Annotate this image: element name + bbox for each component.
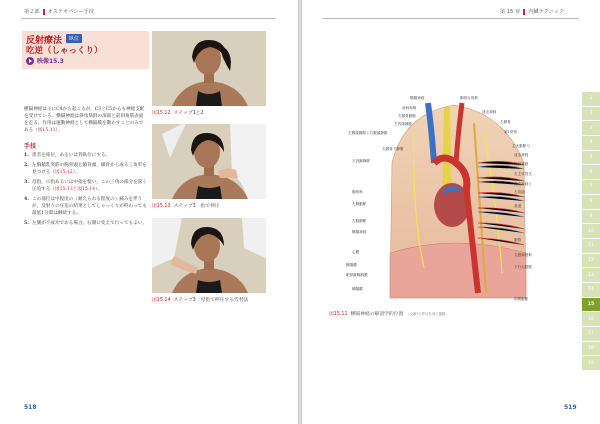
label-r-12: 交感神経幹 [514,253,532,257]
step-item [24,162,150,176]
caption-text: ステップ1と2 [173,111,204,116]
label-l-1: 前斜角筋 [402,106,417,110]
para-text: 横隔神経は主にC4から起こるが，C3とC5からも神経支配を受けている。横隔神経は斜角筋群の深部と前斜角筋表面を走る。作用は運動神経として横隔膜を動かすことのみである（ [24,107,145,133]
header-title: オステオパシー手技 [47,9,94,15]
step-number: 4. [24,197,29,202]
left-page [0,0,298,424]
header-chapter-title: 内臓テクニック [528,9,564,15]
figure-caption-text: 横隔神経の解剖学的位置 [350,312,404,317]
label-r-1: 迷走神経 [482,110,497,114]
label-r-2: 左鎖骨 [500,120,511,124]
label-r-8: 迷走神経と [514,182,532,186]
figure-caption-15-11 [329,310,449,317]
label-l-2: 左鎖骨動脈 [398,114,416,118]
chapter-tab[interactable]: 16 [582,312,600,326]
label-l-4: 左腕頭静脈と右腕頭静脈 [348,131,388,135]
label-l-12: 横隔膜 [346,263,357,267]
procedure-title: 手技 [24,143,37,150]
page-number-right: 519 [564,404,577,411]
caption-label: 図15.13 [152,204,171,209]
step-fig-ref[interactable]: 図15.13と図15.14 [54,187,96,192]
step-text: この部位は中程度の（耐えられる程度の）痛みを伴うが，反射うの圧迫の結果としてしゃっくりが終わっても最低1分間は継続する。 [32,197,147,216]
section-title: 反射療法 [26,36,63,46]
label-r-13: 下行大動脈 [514,265,532,269]
header-rule [22,18,276,19]
step-number: 2. [24,163,29,168]
caption-label: 図15.14 [152,298,171,303]
chapter-tab[interactable]: 3 [582,121,600,135]
caption-text: ステップ3 指で伸圧 [173,204,220,209]
chapter-tab[interactable]: 7 [582,180,600,194]
header-rule-right [322,18,578,19]
video-label: 映像15.3 [37,58,64,65]
step-text-end: ）。 [72,170,80,175]
step-number: 5. [24,221,29,226]
step-item [24,152,150,159]
step-text-end: ）。 [95,187,102,192]
label-r-4: 主大動脈弓 [512,144,530,148]
chapter-tab[interactable]: 10 [582,224,600,238]
running-header [24,8,94,15]
section-subtitle: 吃逆（しゃっくり） [26,46,103,56]
chapter-tab[interactable]: 2 [582,107,600,121]
page-number-left: 518 [24,404,37,411]
step-list [24,152,150,230]
chapter-tab[interactable]: 5 [582,151,600,165]
video-link[interactable] [26,56,64,65]
label-l-5: 左鎖骨下静脈 [382,147,404,151]
chapter-tab[interactable]: 9 [582,210,600,224]
caption-15-14 [152,296,248,303]
label-r-10: 食道 [514,204,522,208]
chapter-tab[interactable]: 6 [582,165,600,179]
photo-step-1-2 [152,31,266,106]
chapter-tab[interactable]: 12 [582,254,600,268]
label-r-3: 第1肋骨 [504,130,518,134]
label-l-0: 横隔神経 [410,96,425,100]
step-item [24,179,150,193]
section-title-box [22,31,149,69]
chapter-tab-active[interactable]: 15 [582,298,600,312]
caption-15-12 [152,109,204,116]
caption-text: ステップ3 母指で押圧する代替法 [173,298,249,303]
label-l-7: 胸骨角 [352,190,363,194]
label-r-5: 迷走神経 [514,153,529,157]
step-text: 左側が不成功である場合，右側に変えて行ってもよい。 [32,221,147,226]
chapter-tab[interactable]: 4 [582,136,600,150]
chapter-tab[interactable]: 19 [582,356,600,370]
step-text: 左胸鎖乳突筋の胸骨頭と鎖骨頭，鎖骨から成る三角形を見つける（ [32,163,147,175]
label-r-0: 胸骨舌骨筋 [460,96,478,100]
chapter-tab[interactable]: 14 [582,283,600,297]
header-part: 第２部 [24,9,40,15]
label-l-6: 左内胸静脈 [352,159,370,163]
label-l-11: 心膜 [352,250,360,254]
chapter-tab[interactable]: 11 [582,239,600,253]
para-fig-ref[interactable]: 図15.11 [37,128,56,133]
photo-step-3-finger [152,124,266,199]
label-l-9: 左肺静脈 [352,219,367,223]
chapter-tab[interactable]: 18 [582,342,600,356]
step-fig-ref[interactable]: 図15.12 [54,170,73,175]
chapter-tab[interactable]: 8 [582,195,600,209]
chapter-tabs [582,92,600,371]
step-number: 3. [24,180,29,185]
header-chapter: 第 15 章 [499,9,521,15]
step-item [24,196,150,217]
label-l-13: 肥厚縦隔胸膜 [346,273,368,277]
label-r-14: 肋間動脈 [514,297,529,301]
photo-step-3-thumb [152,218,266,293]
label-r-7: 左主気管支 [514,172,532,176]
caption-label: 図15.12 [152,111,171,116]
step-item [24,220,150,227]
label-r-6: 反回神経 [514,162,529,166]
intro-paragraph [24,106,147,134]
play-icon [26,57,34,65]
chapter-tab[interactable]: 13 [582,268,600,282]
step-text: 患者を座位，あるいは背臥位にする。 [32,153,111,158]
label-r-11: 胸管 [514,238,522,242]
right-page [302,0,600,424]
figure-note: （文献*の許可を得て掲載） [406,312,449,316]
figure-label: 図15.11 [329,312,348,317]
position-badge: 臥位 [66,34,82,43]
chapter-tab[interactable]: 17 [582,327,600,341]
label-r-9: 左食道 [514,190,525,194]
para-end: ）。 [55,128,63,133]
label-l-10: 横隔神経 [352,230,367,234]
chapter-tab[interactable]: 1 [582,92,600,106]
running-header-right [500,8,564,15]
step-number: 1. [24,153,29,158]
label-l-8: 左肺動脈 [352,202,367,206]
caption-15-13 [152,202,220,209]
label-l-14: 横隔膜 [352,287,363,291]
label-l-3: 左内頸静脈 [394,122,412,126]
step-text: 母指，示指あるいは中指を使い，この三角の部分を深く圧迫する（ [32,180,147,192]
